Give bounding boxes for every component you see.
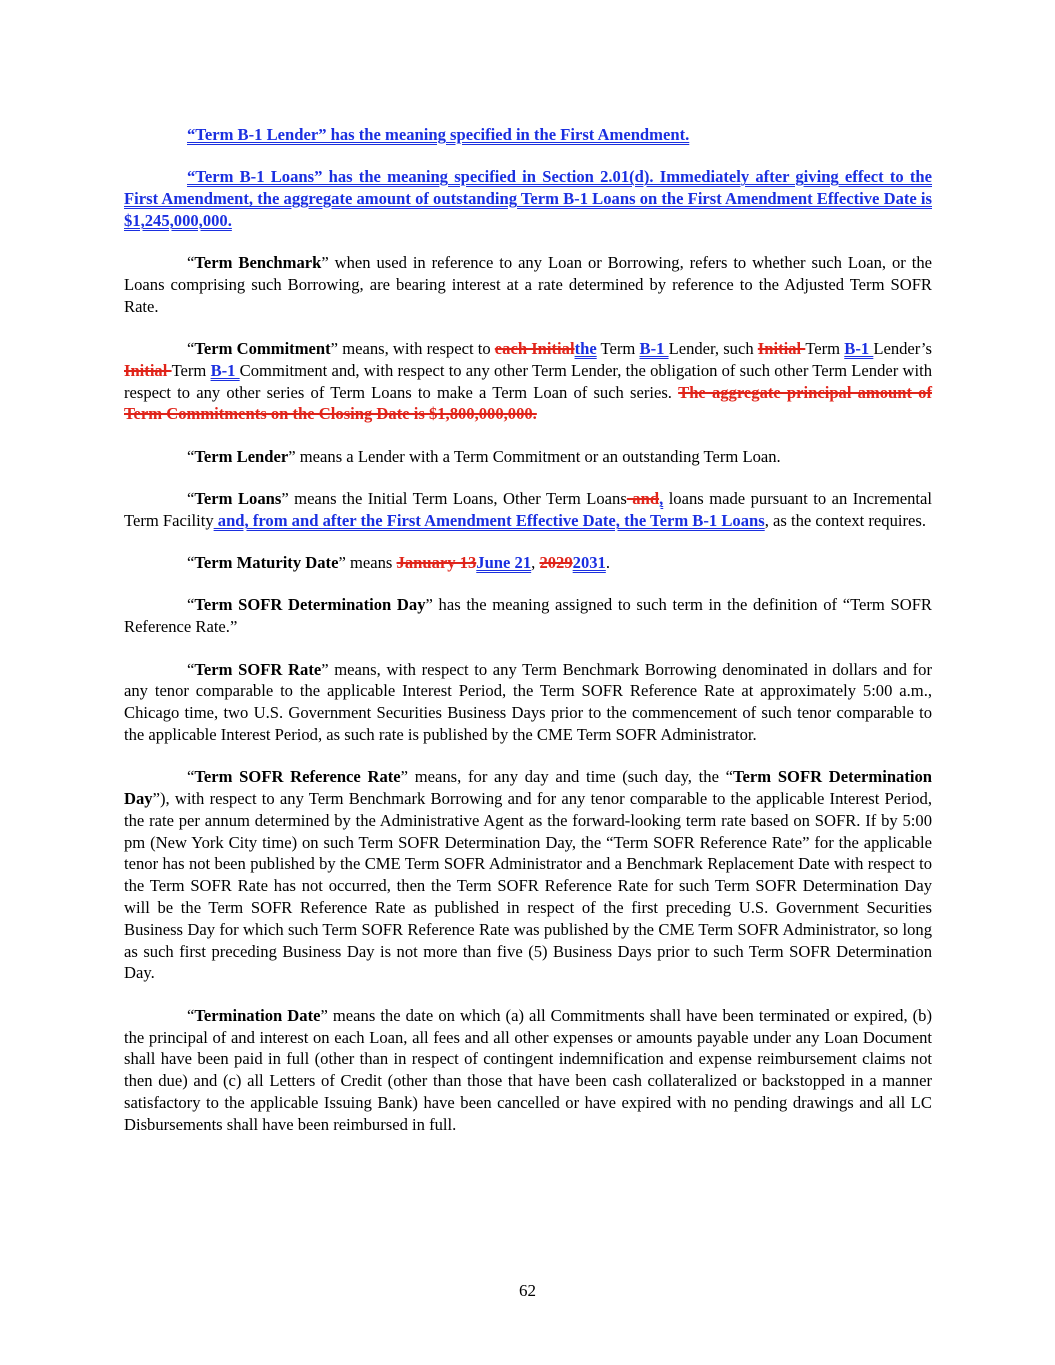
definition-text: Commitment and, with respect to any other Term Lender, the obligation of such other Term Lender with respect to any other series of Term Loans to make a Term Loan of such series. xyxy=(124,360,932,402)
definition-term-loans xyxy=(124,488,932,532)
defined-term: Term Benchmark xyxy=(194,253,322,273)
quote-open: “ xyxy=(187,553,195,573)
definition-text: ”), with respect to any Term Benchmark Borrowing and for any tenor comparable to the applicable Interest Period, the rate per annum determined by the Administrative Agent as the forward-looking term rate based on SOFR. If by 5:00 pm (New York City time) on such Term SOFR Determination Day, the “Term SOFR Reference Rate” for the applicable tenor has not been published by the CME Term SOFR Administrator and a Benchmark Replacement Date with respect to the Term SOFR Rate has not occurred, then the Term SOFR Reference Rate for such Term SOFR Determination Day will be the Term SOFR Reference Rate as published in respect of the first preceding U.S. Government Securities Business Day for which such Term SOFR Reference Rate was published by the CME Term SOFR Administrator, so long as such first preceding Business Day is not more than five (5) Business Days prior to such Term SOFR Determination Day. xyxy=(124,789,932,983)
quote-open: “ xyxy=(187,489,195,509)
definition-term-benchmark xyxy=(124,252,932,317)
definition-term-lender xyxy=(124,446,932,468)
definition-text: Term xyxy=(805,339,845,359)
quote-open: “ xyxy=(187,767,195,787)
quote-open: “ xyxy=(187,446,195,466)
document-body xyxy=(124,124,932,1156)
inserted-text: B-1 xyxy=(844,339,874,359)
inserted-text: the xyxy=(574,339,597,359)
definition-text: ” when used in reference to any Loan or Borrowing, refers to whether such Loan, or the Loans comprising such Borrowing, are bearing interest at a rate determined by reference to the Adjusted Term SOFR Rate. xyxy=(124,253,932,316)
definition-text: Term xyxy=(596,339,640,359)
definition-text: ” means xyxy=(338,553,397,573)
defined-term: Termination Date xyxy=(194,1005,321,1025)
inserted-text: B-1 xyxy=(639,339,669,359)
definition-text: , xyxy=(531,553,540,573)
quote-open: “ xyxy=(187,339,195,359)
definition-text: ” means, with respect to xyxy=(330,339,495,359)
defined-term: Term SOFR Rate xyxy=(194,659,322,679)
deleted-text: Initial xyxy=(757,339,806,359)
inserted-text: , xyxy=(659,489,664,509)
inserted-text: “Term B-1 Loans” has the meaning specified in Section 2.01(d). Immediately after giving effect to the First Amendment, the aggregate amount of outstanding Term B-1 Loans on the First Amendment Effective Date is $1,245,000,000. xyxy=(124,167,932,230)
definition-text: loans made pursuant to an Incremental Term Facility xyxy=(124,489,933,530)
quote-open: “ xyxy=(187,659,195,679)
definition-text: ” means, with respect to any Term Benchmark Borrowing denominated in dollars and for any tenor comparable to the applicable Interest Period, the Term SOFR Reference Rate at approximately 5:00 a.m., Chicago time, two U.S. Government Securities Business Days prior to the commencement of such tenor comparable to the applicable Interest Period, as such rate is published by the CME Term SOFR Administrator. xyxy=(124,659,932,744)
deleted-text: January 13 xyxy=(396,553,477,573)
definition-term-sofr-rate xyxy=(124,659,932,746)
deleted-text: 2029 xyxy=(539,553,573,573)
quote-open: “ xyxy=(187,1005,195,1025)
inserted-text: B-1 xyxy=(210,360,240,380)
definition-text: Lender, such xyxy=(668,339,758,359)
defined-term: Term Commitment xyxy=(194,339,331,359)
definition-text: . xyxy=(605,553,610,573)
definition-text: Term xyxy=(171,360,211,380)
definition-term-sofr-determination-day xyxy=(124,594,932,638)
deleted-text: each Initial xyxy=(494,339,575,359)
deleted-text: Initial xyxy=(124,360,172,380)
defined-term: Term SOFR Reference Rate xyxy=(194,767,401,787)
definition-text: ” means the Initial Term Loans, Other Term Loans xyxy=(281,489,627,509)
definition-term-commitment xyxy=(124,338,932,425)
defined-term: Term Lender xyxy=(194,446,289,466)
quote-open: “ xyxy=(187,595,195,615)
definition-text: ” has the meaning assigned to such term in the definition of “Term SOFR Reference Rate.” xyxy=(124,595,933,637)
definition-text: , as the context requires. xyxy=(764,510,926,530)
inserted-text: 2031 xyxy=(572,553,606,573)
deleted-text: and xyxy=(626,489,660,509)
definition-termination-date xyxy=(124,1005,932,1136)
inserted-text: “Term B-1 Lender” has the meaning specified in the First Amendment. xyxy=(187,125,690,144)
defined-term: Term Maturity Date xyxy=(194,553,339,573)
quote-open: “ xyxy=(187,253,195,273)
definition-term-b1-lender xyxy=(124,124,932,146)
definition-text: ” means the date on which (a) all Commitments shall have been terminated or expired, (b) the principal of and interest on each Loan, all fees and all other expenses or amounts payable under any Loan Document shall have been paid in full (other than in respect of contingent indemnification and expense reimbursement claims not then due) and (c) all Letters of Credit (other than those that have been cash collateralized or backstopped in a manner satisfactory to the applicable Issuing Bank) have been cancelled or have expired with no pending drawings and all LC Disbursements shall have been reimbursed in full. xyxy=(124,1005,932,1134)
inserted-text: June 21 xyxy=(476,553,532,573)
definition-text: ” means, for any day and time (such day, the “ xyxy=(400,767,734,787)
inserted-text: and, from and after the First Amendment Effective Date, the Term B-1 Loans xyxy=(213,510,765,530)
page-number: 62 xyxy=(519,1281,536,1300)
deleted-text: The aggregate principal amount of Term Commitments on the Closing Date is $1,800,000,000. xyxy=(124,382,933,424)
defined-term: Term Loans xyxy=(194,489,282,509)
definition-term-b1-loans xyxy=(124,166,932,231)
definition-term-sofr-reference-rate xyxy=(124,766,932,984)
definition-text: Lender’s xyxy=(873,339,932,359)
definition-text: ” means a Lender with a Term Commitment or an outstanding Term Loan. xyxy=(288,446,781,466)
defined-term: Term SOFR Determination Day xyxy=(194,595,426,615)
definition-term-maturity-date xyxy=(124,552,932,574)
defined-term: Term SOFR Determination Day xyxy=(124,767,933,809)
